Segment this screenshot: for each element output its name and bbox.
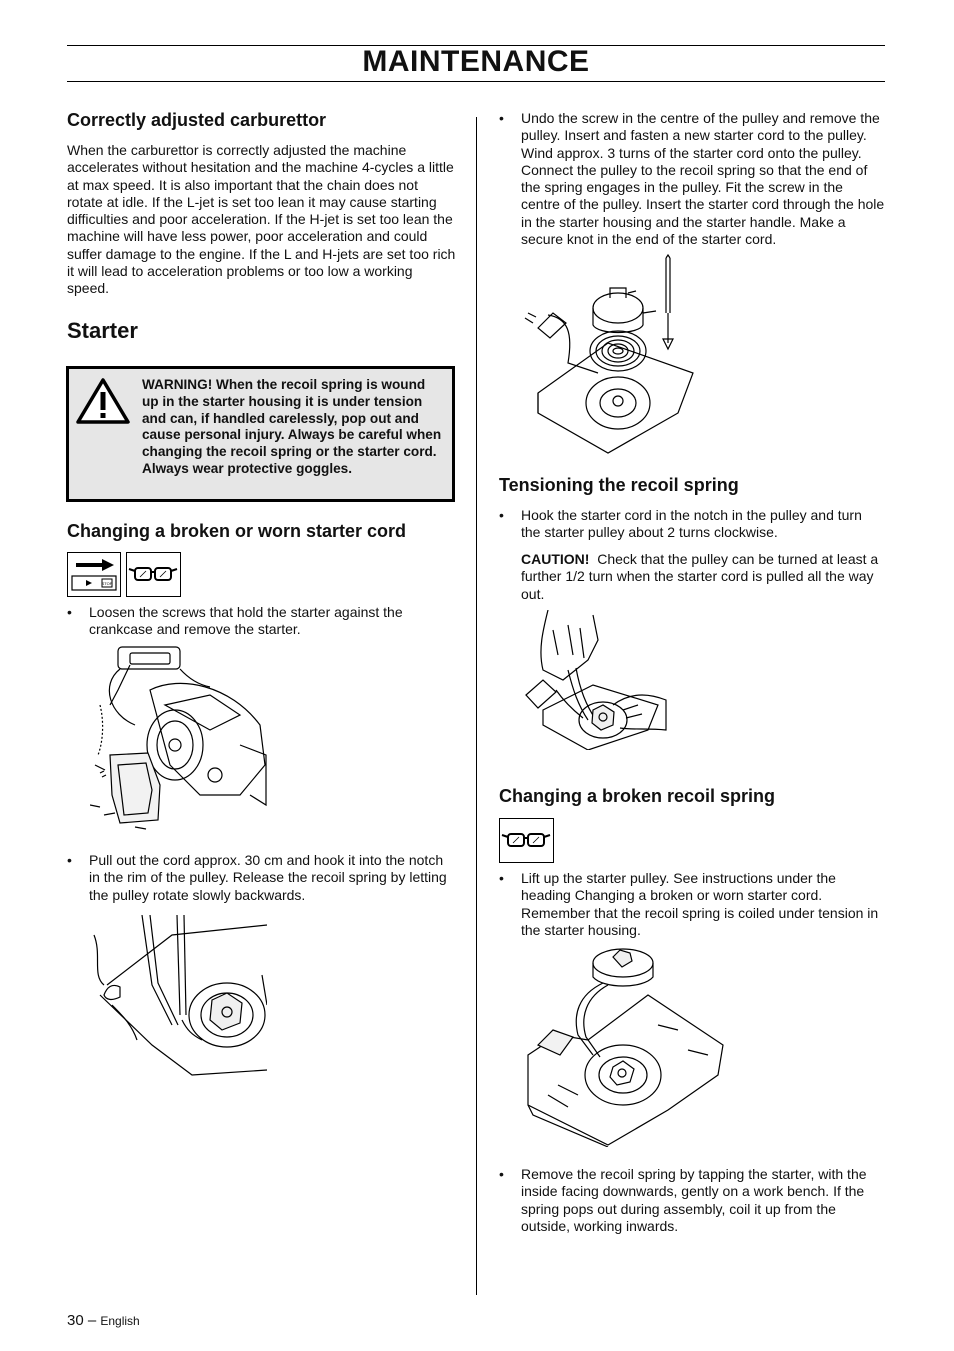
page-number: 30 – <box>67 1312 97 1329</box>
bullet-item-undo-screw <box>499 110 885 250</box>
bullet-marker: • <box>499 1166 504 1182</box>
lift-pulley-illustration <box>518 945 726 1147</box>
bullet-text: Lift up the starter pulley. See instructions under the heading Changing a broken or worn starter cord. Remember that the recoil spring is coiled under tension in the starter housing. <box>521 870 879 938</box>
warning-triangle-icon <box>75 377 131 425</box>
warning-text: WARNING! When the recoil spring is wound up in the starter housing it is under tension and can, if handled carelessly, pop out and cause personal injury. Always be careful when changing the recoil spring or the starter cord. Always wear protective goggles. <box>142 377 442 476</box>
header-bottom-rule <box>67 81 885 82</box>
recoil-spring-heading: Changing a broken recoil spring <box>499 786 776 806</box>
column-divider <box>476 117 477 1295</box>
bullet-text: Remove the recoil spring by tapping the starter, with the inside facing downwards, gently on a work bench. If the spring pops out during assembly, coil it up from the outside, working inwards. <box>521 1166 867 1234</box>
bullet-marker: • <box>499 870 504 886</box>
bullet-item-pull-out-cord <box>67 852 457 906</box>
carburettor-heading: Correctly adjusted carburettor <box>67 110 327 130</box>
starter-cord-heading: Changing a broken or worn starter cord <box>67 521 407 541</box>
goggles-icon-box <box>126 552 181 597</box>
bullet-item-loosen-screws <box>67 604 457 640</box>
bullet-item-hook-cord <box>499 507 885 543</box>
goggles-icon-box-2 <box>499 818 554 863</box>
bullet-text: Pull out the cord approx. 30 cm and hook it into the notch in the rim of the pulley. Release the recoil spring by letting the pulley rotate slowly backwards. <box>89 852 447 903</box>
bullet-marker: • <box>499 507 504 523</box>
tensioning-hands-illustration <box>518 610 668 750</box>
caution-note <box>521 551 885 603</box>
bullet-text: Undo the screw in the centre of the pulley and remove the pulley. Insert and fasten a new starter cord to the pulley. Wind approx. 3 turns of the starter cord onto the pulley. Connect the pulley to the recoil spring so that the end of the spring engages in the pulley. Fit the screw in the centre of the pulley. Insert the starter cord through the hole in the starter housing and the starter handle. Make a secure knot in the end of the starter cord. <box>521 110 885 248</box>
bullet-marker: • <box>67 852 72 868</box>
bullet-text: Hook the starter cord in the notch in the pulley and turn the starter pulley about 2 turns clockwise. <box>521 507 862 541</box>
bullet-item-lift-pulley <box>499 870 885 942</box>
svg-text:STOP: STOP <box>101 581 113 586</box>
switch-off-icon-box <box>67 552 121 597</box>
protective-goggles-icon <box>500 819 552 861</box>
footer-language: English <box>100 1314 140 1328</box>
caution-text: Check that the pulley can be turned at least a further 1/2 turn when the starter cord is pulled all the way out. <box>521 551 879 602</box>
starter-heading: Starter <box>67 318 138 343</box>
bullet-marker: • <box>67 604 72 620</box>
carburettor-text: When the carburettor is correctly adjusted the machine accelerates without hesitation and the machine 4-cycles a little at max speed. It is also important that the chain does not rotate at idle. If the L-jet is set too lean it may cause starting difficulties and poor acceleration. If the H-jet is set too lean the machine will have less power, poor acceleration and could suffer damage to the engine. If the L and H-jets are set too rich it will lead to acceleration problems or too low a working speed. <box>67 142 456 297</box>
switch-off-icon <box>68 553 119 595</box>
warning-box <box>66 366 455 502</box>
bullet-marker: • <box>499 110 504 126</box>
cord-hook-pulley-illustration <box>92 915 267 1080</box>
bullet-text: Loosen the screws that hold the starter against the crankcase and remove the starter. <box>89 604 403 638</box>
protective-goggles-icon <box>127 553 179 595</box>
chainsaw-starter-removal-illustration <box>90 645 270 840</box>
tensioning-heading: Tensioning the recoil spring <box>499 475 739 495</box>
page-title: MAINTENANCE <box>362 45 590 78</box>
page-footer <box>67 1312 140 1329</box>
bullet-item-remove-spring <box>499 1166 885 1238</box>
pulley-spring-assembly-illustration <box>518 253 698 455</box>
caution-label: CAUTION! <box>521 551 590 567</box>
